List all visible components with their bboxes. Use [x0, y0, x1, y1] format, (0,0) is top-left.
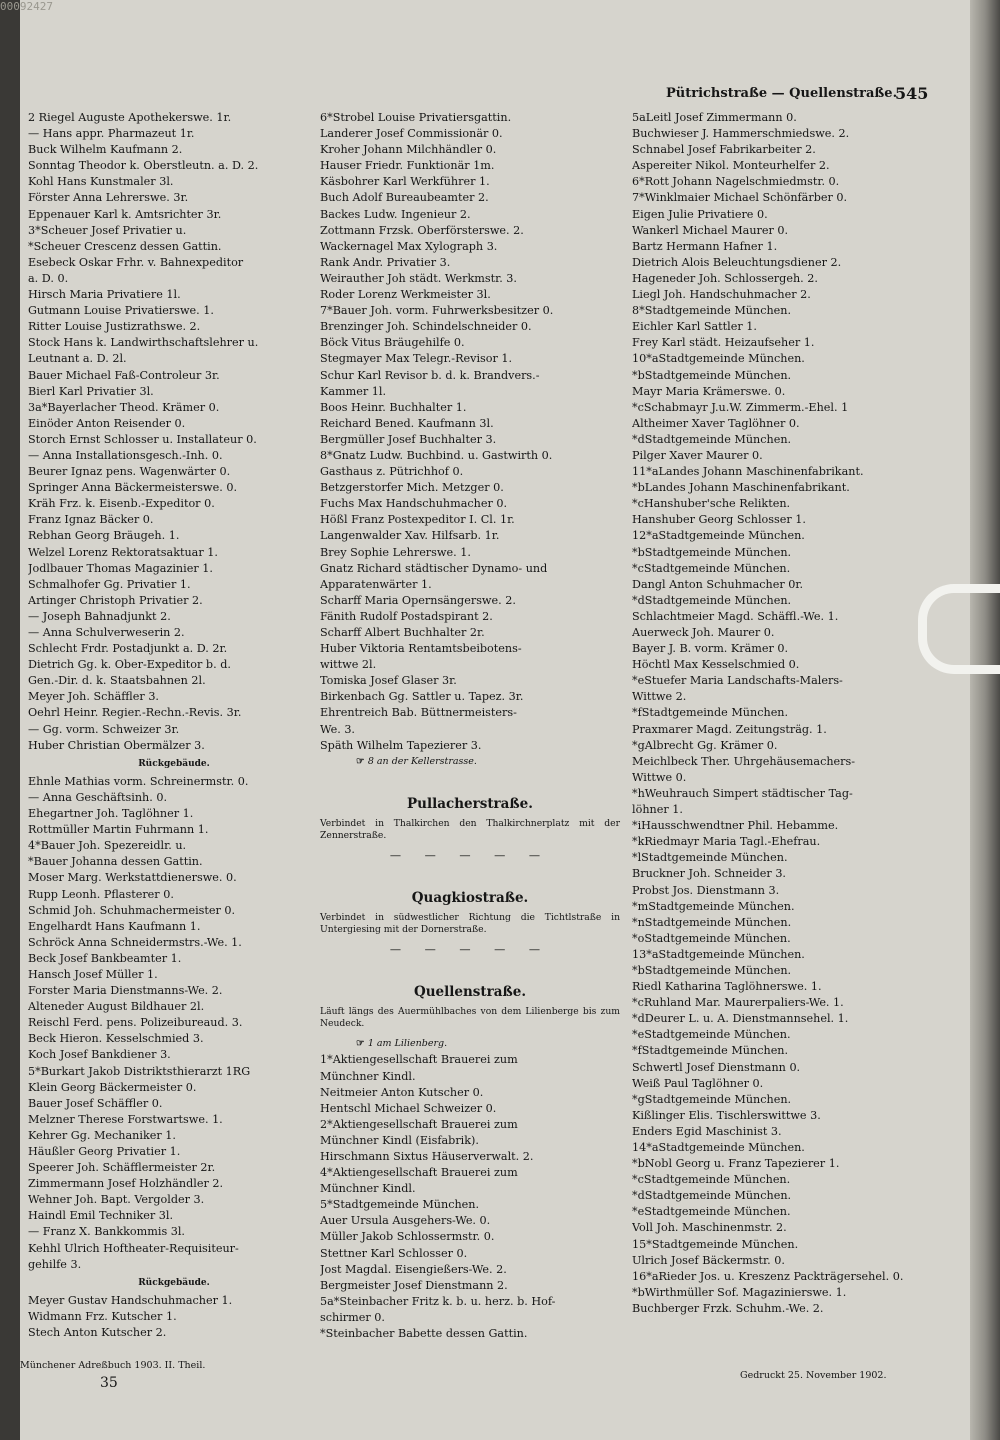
directory-entry: — Gg. vorm. Schweizer 3r.	[28, 722, 180, 736]
directory-entry: Kräh Frz. k. Eisenb.-Expeditor 0.	[28, 497, 215, 511]
directory-entry: Oehrl Heinr. Regier.-Rechn.-Revis. 3r.	[28, 706, 242, 720]
directory-entry: 7*Bauer Joh. vorm. Fuhrwerksbesitzer 0.	[320, 304, 554, 318]
directory-entry: Hageneder Joh. Schlossergeh. 2.	[632, 271, 818, 285]
directory-entry: 5*Stadtgemeinde München.	[320, 1198, 480, 1212]
directory-entry: Einöder Anton Reisender 0.	[28, 416, 186, 430]
directory-entry: Fuchs Max Handschuhmacher 0.	[320, 497, 508, 511]
directory-entry: Späth Wilhelm Tapezierer 3.	[320, 738, 482, 752]
paper-clip	[918, 584, 1000, 674]
directory-entry: schirmer 0.	[320, 1310, 385, 1324]
directory-entry: — Anna Schulverweserin 2.	[28, 626, 185, 639]
directory-entry: *bStadtgemeinde München.	[632, 963, 792, 977]
directory-entry: Ehrentreich Bab. Büttnermeisters-	[320, 706, 517, 720]
directory-entry: Höchtl Max Kesselschmied 0.	[632, 658, 800, 672]
directory-entry: wittwe 2l.	[320, 658, 377, 672]
directory-entry: Rupp Leonh. Pflasterer 0.	[28, 887, 174, 901]
directory-entry: Speerer Joh. Schäfflermeister 2r.	[28, 1161, 216, 1175]
directory-entry: Klein Georg Bäckermeister 0.	[28, 1080, 197, 1094]
directory-entry: — Joseph Bahnadjunkt 2.	[28, 609, 171, 623]
directory-entry: *eStadtgemeinde München.	[632, 1028, 791, 1042]
directory-entry: 8*Gnatz Ludw. Buchbind. u. Gastwirth 0.	[320, 448, 553, 462]
directory-entry: Kohl Hans Kunstmaler 3l.	[28, 175, 174, 189]
directory-entry: *Scheuer Crescenz dessen Gattin.	[28, 239, 222, 253]
directory-entry: Mayr Maria Krämerswe. 0.	[632, 384, 786, 398]
directory-entry: Zimmermann Josef Holzhändler 2.	[28, 1177, 224, 1191]
directory-entry: *mStadtgemeinde München.	[632, 899, 795, 913]
directory-entry: Münchner Kindl (Eisfabrik).	[320, 1133, 479, 1147]
directory-entry: Beurer Ignaz pens. Wagenwärter 0.	[28, 465, 231, 479]
scan-id: 00092427	[0, 0, 53, 13]
directory-entry: Dietrich Alois Beleuchtungsdiener 2.	[632, 255, 842, 269]
directory-entry: *fStadtgemeinde München.	[632, 1044, 789, 1058]
directory-entry: Meyer Gustav Handschuhmacher 1.	[28, 1293, 233, 1307]
directory-entry: Wackernagel Max Xylograph 3.	[320, 239, 498, 253]
right-page-edge	[970, 0, 1000, 1440]
directory-entry: 4*Aktiengesellschaft Brauerei zum	[320, 1166, 518, 1180]
page-number: 545	[895, 84, 929, 103]
directory-entry: Koch Josef Bankdiener 3.	[28, 1048, 171, 1062]
directory-entry: Hirsch Maria Privatiere 1l.	[28, 288, 181, 302]
directory-entry: *eStadtgemeinde München.	[632, 1205, 791, 1219]
directory-entry: Wittwe 0.	[632, 770, 687, 784]
street-title-quellen: Quellenstraße.	[413, 984, 527, 1001]
directory-entry: Ehegartner Joh. Taglöhner 1.	[28, 807, 194, 821]
hand-pointer-icon: ☞	[356, 755, 368, 767]
directory-entry: Bergmeister Josef Dienstmann 2.	[320, 1278, 508, 1292]
directory-entry: We. 3.	[320, 722, 355, 736]
directory-entry: Schröck Anna Schneidermstrs.-We. 1.	[28, 935, 242, 949]
directory-entry: Kroher Johann Milchhändler 0.	[320, 143, 497, 157]
directory-entry: *cHanshuber'sche Relikten.	[632, 497, 791, 511]
street-desc-pullacher: Verbindet in Thalkirchen den Thalkirchnerplatz mit der Zennerstraße.	[320, 817, 620, 841]
directory-entry: Stock Hans k. Landwirthschaftslehrer u.	[28, 336, 259, 350]
directory-entry: Beck Hieron. Kesselschmied 3.	[28, 1032, 204, 1046]
section-subheading: Rückgebäude.	[138, 758, 210, 769]
directory-entry: Hirschmann Sixtus Häuserverwalt. 2.	[320, 1149, 534, 1163]
directory-entry: 3*Scheuer Josef Privatier u.	[28, 223, 187, 237]
directory-entry: 6*Rott Johann Nagelschmiedmstr. 0.	[632, 175, 840, 189]
street-desc-quagkio: Verbindet in südwestlicher Richtung die Tichtlstraße in Untergiesing mit der Dornerstraße.	[320, 912, 620, 936]
directory-entry: Käsbohrer Karl Werkführer 1.	[320, 175, 490, 189]
directory-entry: *eStuefer Maria Landschafts-Malers-	[632, 674, 843, 688]
directory-entry: *oStadtgemeinde München.	[632, 931, 791, 945]
directory-entry: Esebeck Oskar Frhr. v. Bahnexpeditor	[28, 255, 244, 269]
directory-entry: 4*Bauer Joh. Spezereidlr. u.	[28, 839, 187, 853]
directory-entry: *dDeurer L. u. A. Dienstmannsehel. 1.	[632, 1012, 849, 1026]
directory-entry: *fStadtgemeinde München.	[632, 706, 789, 720]
directory-entry: Eppenauer Karl k. Amtsrichter 3r.	[28, 207, 222, 221]
directory-entry: Fänith Rudolf Postadspirant 2.	[320, 609, 493, 623]
directory-entry: Beck Josef Bankbeamter 1.	[28, 951, 182, 965]
directory-entry: Schlecht Frdr. Postadjunkt a. D. 2r.	[28, 642, 228, 656]
directory-entry: *Steinbacher Babette dessen Gattin.	[320, 1327, 528, 1340]
directory-entry: Altheimer Xaver Taglöhner 0.	[632, 416, 800, 430]
directory-entry: Stegmayer Max Telegr.-Revisor 1.	[320, 352, 513, 366]
directory-entry: Stech Anton Kutscher 2.	[28, 1326, 167, 1340]
directory-entry: Moser Marg. Werkstattdienerswe. 0.	[28, 871, 237, 885]
directory-entry: Weirauther Joh städt. Werkmstr. 3.	[320, 271, 517, 285]
directory-entry: Probst Jos. Dienstmann 3.	[632, 883, 780, 897]
directory-entry: Storch Ernst Schlosser u. Installateur 0.	[28, 432, 257, 446]
column-2-entries	[320, 110, 620, 754]
directory-entry: Frey Karl städt. Heizaufseher 1.	[632, 336, 815, 350]
directory-entry: Buchwieser J. Hammerschmiedswe. 2.	[632, 127, 850, 141]
kellerstrasse-note: ☞ 8 an der Kellerstrasse.	[356, 755, 477, 767]
directory-entry: löhner 1.	[632, 803, 683, 817]
street-separator: — — — — —	[389, 848, 551, 862]
directory-entry: Springer Anna Bäckermeisterswe. 0.	[28, 481, 238, 495]
directory-entry: Wittwe 2.	[632, 690, 687, 704]
directory-entry: Ritter Louise Justizrathswe. 2.	[28, 320, 201, 334]
directory-entry: Bauer Josef Schäffler 0.	[28, 1096, 163, 1110]
section-subheading: Rückgebäude.	[138, 1277, 210, 1288]
directory-entry: Brey Sophie Lehrerswe. 1.	[320, 545, 471, 559]
directory-entry: Liegl Joh. Handschuhmacher 2.	[632, 288, 811, 302]
directory-entry: 2 Riegel Auguste Apothekerswe. 1r.	[28, 111, 232, 124]
directory-entry: Buch Adolf Bureaubeamter 2.	[320, 191, 489, 205]
directory-entry: Brenzinger Joh. Schindelschneider 0.	[320, 320, 532, 334]
directory-entry: — Anna Installationsgesch.-Inh. 0.	[28, 448, 223, 462]
directory-entry: Müller Jakob Schlossermstr. 0.	[320, 1230, 495, 1244]
directory-entry: Engelhardt Hans Kaufmann 1.	[28, 919, 201, 933]
directory-entry: 5a*Steinbacher Fritz k. b. u. herz. b. Hof-	[320, 1294, 556, 1308]
street-desc-quellen: Läuft längs des Auermühlbaches von dem Lilienberge bis zum Neudeck.	[320, 1006, 620, 1030]
directory-entry: Zottmann Frzsk. Oberförsterswe. 2.	[320, 223, 524, 237]
directory-entry: *hWeuhrauch Simpert städtischer Tag-	[632, 786, 853, 800]
column-3	[632, 110, 924, 1317]
directory-entry: Birkenbach Gg. Sattler u. Tapez. 3r.	[320, 690, 524, 704]
directory-entry: Bayer J. B. vorm. Krämer 0.	[632, 642, 789, 656]
directory-entry: Ulrich Josef Bäckermstr. 0.	[632, 1253, 785, 1267]
directory-entry: 10*aStadtgemeinde München.	[632, 352, 805, 366]
directory-entry: Gnatz Richard städtischer Dynamo- und	[320, 561, 548, 575]
directory-entry: Haindl Emil Techniker 3l.	[28, 1209, 174, 1223]
directory-entry: Stettner Karl Schlosser 0.	[320, 1246, 468, 1260]
street-title-quagkio: Quagkiostraße.	[411, 890, 529, 907]
directory-entry: Schur Karl Revisor b. d. k. Brandvers.-	[320, 368, 540, 382]
directory-entry: Wehner Joh. Bapt. Vergolder 3.	[28, 1193, 205, 1207]
column-2	[320, 110, 620, 1342]
directory-entry: Hößl Franz Postexpeditor I. Cl. 1r.	[320, 513, 515, 527]
directory-entry: *bLandes Johann Maschinenfabrikant.	[632, 481, 850, 495]
directory-entry: Scharff Albert Buchhalter 2r.	[320, 626, 485, 639]
directory-entry: Gasthaus z. Pütrichhof 0.	[320, 465, 464, 479]
column-1	[28, 110, 320, 1341]
directory-entry: 3a*Bayerlacher Theod. Krämer 0.	[28, 400, 220, 414]
directory-entry: Schlachtmeier Magd. Schäffl.-We. 1.	[632, 609, 839, 623]
directory-entry: Roder Lorenz Werkmeister 3l.	[320, 288, 491, 302]
directory-entry: Artinger Christoph Privatier 2.	[28, 593, 203, 607]
directory-entry: Auer Ursula Ausgehers-We. 0.	[320, 1214, 491, 1228]
directory-entry: Aspereiter Nikol. Monteurhelfer 2.	[632, 159, 830, 173]
directory-entry: Kißlinger Elis. Tischlerswittwe 3.	[632, 1108, 821, 1122]
directory-entry: Buchberger Frzk. Schuhm.-We. 2.	[632, 1301, 824, 1315]
directory-entry: Bartz Hermann Hafner 1.	[632, 239, 778, 253]
directory-entry: Melzner Therese Forstwartswe. 1.	[28, 1112, 223, 1126]
directory-entry: — Franz X. Bankkommis 3l.	[28, 1225, 185, 1239]
footer-book-title: Münchener Adreßbuch 1903. II. Theil.	[20, 1360, 206, 1371]
directory-entry: *dStadtgemeinde München.	[632, 593, 792, 607]
directory-entry: 1*Aktiengesellschaft Brauerei zum	[320, 1053, 518, 1067]
directory-entry: Bergmüller Josef Buchhalter 3.	[320, 432, 497, 446]
page-header-title: Pütrichstraße — Quellenstraße.	[666, 86, 898, 101]
directory-entry: gehilfe 3.	[28, 1257, 82, 1271]
directory-entry: Wankerl Michael Maurer 0.	[632, 223, 789, 237]
directory-entry: Dietrich Gg. k. Ober-Expeditor b. d.	[28, 658, 231, 672]
directory-entry: Hentschl Michael Schweizer 0.	[320, 1101, 497, 1115]
directory-entry: Häußler Georg Privatier 1.	[28, 1145, 181, 1158]
directory-entry: Jodlbauer Thomas Magazinier 1.	[28, 561, 213, 575]
directory-entry: Gutmann Louise Privatierswe. 1.	[28, 304, 214, 318]
directory-entry: Rank Andr. Privatier 3.	[320, 255, 451, 269]
hand-pointer-icon: ☞	[356, 1038, 368, 1050]
directory-entry: Schmalhofer Gg. Privatier 1.	[28, 577, 191, 591]
directory-entry: Förster Anna Lehrerswe. 3r.	[28, 191, 189, 205]
directory-entry: Auerweck Joh. Maurer 0.	[632, 626, 775, 639]
directory-entry: *dStadtgemeinde München.	[632, 1189, 792, 1203]
directory-entry: 13*aStadtgemeinde München.	[632, 947, 805, 961]
directory-entry: Eigen Julie Privatiere 0.	[632, 207, 768, 221]
directory-entry: Sonntag Theodor k. Oberstleutn. a. D. 2.	[28, 159, 259, 173]
directory-entry: Huber Christian Obermälzer 3.	[28, 738, 205, 752]
directory-entry: 11*aLandes Johann Maschinenfabrikant.	[632, 465, 864, 479]
directory-entry: *dStadtgemeinde München.	[632, 432, 792, 446]
directory-entry: Betzgerstorfer Mich. Metzger 0.	[320, 481, 504, 495]
directory-entry: Bierl Karl Privatier 3l.	[28, 384, 154, 398]
directory-entry: Rebhan Georg Bräugeh. 1.	[28, 529, 180, 543]
directory-entry: Ehnle Mathias vorm. Schreinermstr. 0.	[28, 774, 249, 788]
lilienberg-note: ☞ 1 am Lilienberg.	[356, 1038, 448, 1050]
directory-entry: Hansch Josef Müller 1.	[28, 967, 158, 981]
directory-entry: Gen.-Dir. d. k. Staatsbahnen 2l.	[28, 674, 206, 688]
street-title-pullacher: Pullacherstraße.	[407, 795, 533, 812]
directory-entry: Eichler Karl Sattler 1.	[632, 320, 757, 334]
footer-print-date: Gedruckt 25. November 1902.	[740, 1370, 887, 1381]
directory-entry: Meichlbeck Ther. Uhrgehäusemachers-	[632, 754, 856, 768]
directory-entry: 5*Burkart Jakob Distriktsthierarzt 1RG	[28, 1064, 251, 1078]
directory-entry: Kehrer Gg. Mechaniker 1.	[28, 1128, 176, 1142]
directory-entry: *bStadtgemeinde München.	[632, 545, 792, 559]
directory-entry: *cStadtgemeinde München.	[632, 1173, 791, 1187]
directory-entry: *nStadtgemeinde München.	[632, 915, 792, 929]
directory-entry: Boos Heinr. Buchhalter 1.	[320, 400, 467, 414]
directory-entry: Kehhl Ulrich Hoftheater-Requisiteur-	[28, 1241, 239, 1255]
directory-entry: *bStadtgemeinde München.	[632, 368, 792, 382]
directory-entry: Forster Maria Dienstmanns-We. 2.	[28, 984, 223, 998]
directory-entry: Welzel Lorenz Rektoratsaktuar 1.	[28, 545, 218, 559]
directory-entry: Böck Vitus Bräugehilfe 0.	[320, 336, 465, 350]
directory-entry: *gStadtgemeinde München.	[632, 1092, 792, 1106]
directory-entry: — Hans appr. Pharmazeut 1r.	[28, 127, 195, 141]
directory-entry: *gAlbrecht Gg. Krämer 0.	[632, 738, 778, 752]
directory-entry: 7*Winklmaier Michael Schönfärber 0.	[632, 191, 848, 205]
directory-entry: Buck Wilhelm Kaufmann 2.	[28, 143, 183, 157]
directory-entry: Schnabel Josef Fabrikarbeiter 2.	[632, 143, 816, 157]
directory-entry: Jost Magdal. Eisengießers-We. 2.	[320, 1262, 507, 1276]
directory-entry: Schwertl Josef Dienstmann 0.	[632, 1060, 801, 1074]
directory-entry: Langenwalder Xav. Hilfsarb. 1r.	[320, 529, 500, 543]
directory-entry: Hauser Friedr. Funktionär 1m.	[320, 159, 495, 173]
directory-entry: Landerer Josef Commissionär 0.	[320, 127, 503, 141]
directory-entry: *Bauer Johanna dessen Gattin.	[28, 855, 203, 869]
directory-entry: Neitmeier Anton Kutscher 0.	[320, 1085, 484, 1099]
directory-entry: 14*aStadtgemeinde München.	[632, 1141, 805, 1154]
directory-entry: Backes Ludw. Ingenieur 2.	[320, 207, 471, 221]
column-2-entries-quellen	[320, 1052, 620, 1342]
directory-entry: *bNobl Georg u. Franz Tapezierer 1.	[632, 1157, 840, 1171]
directory-entry: *cSchabmayr J.u.W. Zimmerm.-Ehel. 1	[632, 400, 849, 414]
directory-entry: *cRuhland Mar. Maurerpaliers-We. 1.	[632, 996, 844, 1010]
directory-entry: Rottmüller Martin Fuhrmann 1.	[28, 823, 209, 837]
directory-entry: 6*Strobel Louise Privatiersgattin.	[320, 111, 512, 124]
directory-entry: 15*Stadtgemeinde München.	[632, 1237, 799, 1251]
directory-entry: Weiß Paul Taglöhner 0.	[632, 1076, 764, 1090]
directory-entry: 5aLeitl Josef Zimmermann 0.	[632, 111, 797, 124]
directory-entry: Franz Ignaz Bäcker 0.	[28, 513, 154, 527]
footer-signature-number: 35	[100, 1375, 118, 1391]
directory-entry: *iHausschwendtner Phil. Hebamme.	[632, 819, 839, 833]
directory-entry: Alteneder August Bildhauer 2l.	[28, 1000, 205, 1014]
directory-entry: Widmann Frz. Kutscher 1.	[28, 1309, 177, 1323]
directory-entry: Dangl Anton Schuhmacher 0r.	[632, 577, 804, 591]
directory-entry: Schmid Joh. Schuhmachermeister 0.	[28, 903, 236, 917]
directory-entry: Praxmarer Magd. Zeitungsträg. 1.	[632, 722, 827, 736]
directory-entry: *cStadtgemeinde München.	[632, 561, 791, 575]
directory-entry: — Anna Geschäftsinh. 0.	[28, 790, 168, 804]
directory-entry: Voll Joh. Maschinenmstr. 2.	[632, 1221, 787, 1235]
directory-entry: Riedl Katharina Taglöhnerswe. 1.	[632, 980, 822, 994]
directory-entry: Tomiska Josef Glaser 3r.	[320, 674, 457, 688]
directory-entry: Leutnant a. D. 2l.	[28, 352, 127, 366]
directory-entry: *lStadtgemeinde München.	[632, 851, 788, 865]
directory-entry: Huber Viktoria Rentamtsbeibotens-	[320, 642, 522, 656]
directory-entry: 2*Aktiengesellschaft Brauerei zum	[320, 1117, 518, 1131]
directory-entry: Meyer Joh. Schäffler 3.	[28, 690, 159, 704]
directory-entry: Enders Egid Maschinist 3.	[632, 1124, 782, 1138]
directory-entry: Bauer Michael Faß-Controleur 3r.	[28, 368, 220, 382]
directory-entry: *bWirthmüller Sof. Magazinierswe. 1.	[632, 1285, 847, 1299]
directory-entry: Bruckner Joh. Schneider 3.	[632, 867, 786, 881]
directory-entry: Pilger Xaver Maurer 0.	[632, 448, 763, 462]
directory-entry: 8*Stadtgemeinde München.	[632, 304, 792, 318]
directory-entry: Apparatenwärter 1.	[320, 577, 432, 591]
directory-entry: Reischl Ferd. pens. Polizeibureaud. 3.	[28, 1016, 243, 1030]
directory-entry: Scharff Maria Opernsängerswe. 2.	[320, 593, 516, 607]
directory-entry: Münchner Kindl.	[320, 1182, 416, 1196]
directory-entry: *kRiedmayr Maria Tagl.-Ehefrau.	[632, 835, 821, 849]
directory-entry: a. D. 0.	[28, 271, 69, 285]
directory-entry: Münchner Kindl.	[320, 1069, 416, 1083]
directory-entry: 12*aStadtgemeinde München.	[632, 529, 805, 543]
directory-entry: Hanshuber Georg Schlosser 1.	[632, 513, 806, 527]
directory-entry: Kammer 1l.	[320, 384, 387, 398]
left-binding-edge	[0, 0, 20, 1440]
street-separator: — — — — —	[389, 943, 551, 957]
directory-entry: Reichard Bened. Kaufmann 3l.	[320, 416, 494, 430]
directory-entry: 16*aRieder Jos. u. Kreszenz Packträgersehel. 0.	[632, 1269, 904, 1283]
